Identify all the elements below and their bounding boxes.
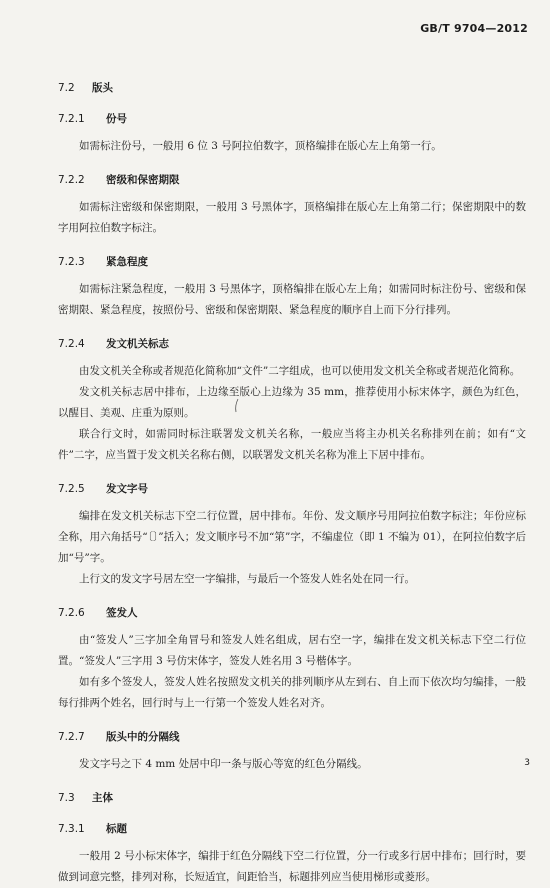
page-number: 3 [524, 758, 530, 768]
body-paragraph: 编排在发文机关标志下空二行位置，居中排布。年份、发文顺序号用阿拉伯数字标注；年份应标全称，用六角括号“〔〕”括入；发文顺序号不加“第”字，不编虚位（即 1 不编为 01），在阿拉伯数字后加“号”字。 [58, 510, 526, 564]
body-paragraph: 上行文的发文字号居左空一字编排，与最后一个签发人姓名处在同一行。 [79, 573, 415, 585]
body-paragraph: 由“签发人”三字加全角冒号和签发人姓名组成，居右空一字，编排在发文机关标志下空二行位置。“签发人”三字用 3 号仿宋体字，签发人姓名用 3 号楷体字。 [58, 634, 526, 667]
body-paragraph: 如有多个签发人，签发人姓名按照发文机关的排列顺序从左到右、自上而下依次均匀编排，一般每行排两个姓名，回行时与上一行第一个签发人姓名对齐。 [58, 676, 526, 709]
section-heading [58, 336, 526, 352]
body-paragraph: 如需标注份号，一般用 6 位 3 号阿拉伯数字，顶格编排在版心左上角第一行。 [79, 140, 442, 152]
section-heading [58, 172, 526, 188]
body-paragraph: 如需标注紧急程度，一般用 3 号黑体字，顶格编排在版心左上角；如需同时标注份号、密级和保密期限、紧急程度，按照份号、密级和保密期限、紧急程度的顺序自上而下分行排列。 [58, 283, 526, 316]
standard-number: GB/T 9704—2012 [420, 22, 528, 35]
section-title: 发文字号 [106, 483, 148, 495]
section-heading [58, 80, 526, 96]
pen-stroke-mark [232, 398, 242, 414]
section-title: 份号 [106, 113, 127, 125]
section-number: 7.2.4 [58, 338, 85, 350]
section-title: 标题 [106, 823, 127, 835]
section-number: 7.2.6 [58, 607, 85, 619]
body-paragraph: 如需标注密级和保密期限，一般用 3 号黑体字，顶格编排在版心左上角第二行；保密期限中的数字用阿拉伯数字标注。 [58, 201, 526, 234]
body-paragraph: 发文机关标志居中排布，上边缘至版心上边缘为 35 mm，推荐使用小标宋体字，颜色为红色，以醒目、美观、庄重为原则。 [58, 386, 526, 419]
section-number: 7.3.1 [58, 823, 85, 835]
body-paragraph: 由发文机关全称或者规范化简称加“文件”二字组成，也可以使用发文机关全称或者规范化简称。 [79, 365, 521, 377]
section-number: 7.2.7 [58, 731, 85, 743]
body-paragraph: 联合行文时，如需同时标注联署发文机关名称，一般应当将主办机关名称排列在前；如有“文件”二字，应当置于发文机关名称右侧，以联署发文机关名称为准上下居中排布。 [58, 428, 526, 461]
section-number: 7.2.1 [58, 113, 85, 125]
section-title: 发文机关标志 [106, 338, 169, 350]
section-title: 主体 [92, 792, 113, 804]
body-paragraph: 发文字号之下 4 mm 处居中印一条与版心等宽的红色分隔线。 [79, 758, 368, 770]
section-title: 密级和保密期限 [106, 174, 180, 186]
section-number: 7.2.3 [58, 256, 85, 268]
section-heading [58, 790, 526, 806]
section-heading [58, 254, 526, 270]
section-title: 版头 [92, 82, 113, 94]
section-number: 7.2.2 [58, 174, 85, 186]
section-heading [58, 821, 526, 837]
section-heading [58, 729, 526, 745]
section-title: 紧急程度 [106, 256, 148, 268]
section-number: 7.3 [58, 792, 75, 804]
section-title: 签发人 [106, 607, 138, 619]
section-title: 版头中的分隔线 [106, 731, 180, 743]
section-number: 7.2.5 [58, 483, 85, 495]
document-body [58, 80, 526, 888]
section-heading [58, 481, 526, 497]
section-number: 7.2 [58, 82, 75, 94]
body-paragraph: 一般用 2 号小标宋体字，编排于红色分隔线下空二行位置，分一行或多行居中排布；回行时，要做到词意完整，排列对称，长短适宜，间距恰当，标题排列应当使用梯形或菱形。 [58, 850, 526, 883]
section-heading [58, 605, 526, 621]
section-heading [58, 111, 526, 127]
